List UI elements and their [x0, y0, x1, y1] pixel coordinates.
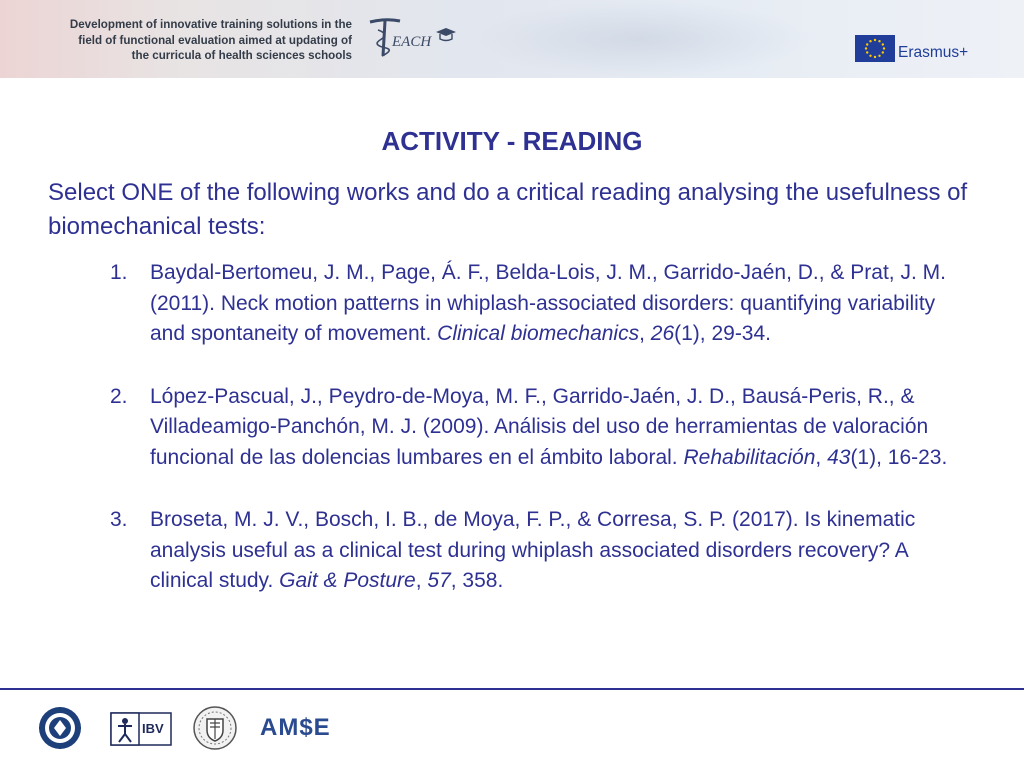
university-seal-icon	[38, 706, 82, 750]
eu-flag-icon	[855, 35, 895, 62]
teach-logo-text: EACH	[392, 34, 432, 50]
amse-logo-text: AM$E	[260, 714, 331, 741]
project-title-line: field of functional evaluation aimed at updating of	[78, 33, 352, 47]
reference-separator: ,	[639, 322, 651, 345]
reference-text	[150, 258, 960, 350]
reference-separator: ,	[815, 445, 828, 469]
list-spacer	[110, 473, 960, 505]
reference-volume: 57	[427, 569, 451, 592]
reference-item	[110, 382, 960, 474]
reference-citation: Baydal-Bertomeu, J. M., Page, Á. F., Belda-Lois, J. M., Garrido-Jaén, D., & Prat, J. M. (2011). Neck motion patterns in whiplash-associated disorders: quantifying variability and spontaneity of movement.	[150, 261, 946, 345]
reference-journal: Clinical biomechanics	[437, 322, 640, 345]
teach-logo	[366, 12, 458, 66]
project-title-line: Development of innovative training solutions in the	[69, 18, 352, 31]
reference-number: 3.	[110, 508, 128, 531]
header-decoration	[470, 0, 810, 78]
reference-item	[110, 258, 960, 350]
reference-volume: 43	[827, 445, 851, 469]
reference-journal: Gait & Posture	[279, 569, 416, 592]
amse-logo	[260, 714, 340, 744]
reference-pages: , 358.	[450, 569, 504, 592]
ibv-logo	[110, 712, 172, 746]
list-spacer	[110, 350, 960, 382]
reference-journal: Rehabilitación	[683, 445, 816, 469]
project-title-line: the curricula of health sciences schools	[131, 49, 352, 62]
reference-citation: López-Pascual, J., Peydro-de-Moya, M. F., Garrido-Jaén, J. D., Bausá-Peris, R., & Villadeamigo-Panchón, M. J. (2009). Análisis del uso de herramientas de valoración funcional de las dolencias lumbares en el ámbito laboral.	[150, 384, 929, 469]
reference-item	[110, 505, 960, 597]
page-title: ACTIVITY - READING	[381, 126, 643, 156]
header-banner	[0, 0, 1024, 78]
reference-number: 2.	[110, 384, 128, 408]
university-crest-icon	[193, 706, 237, 750]
footer-logos	[0, 690, 1024, 768]
reference-text	[150, 505, 960, 597]
reference-separator: ,	[415, 569, 428, 592]
reference-pages: (1), 16-23.	[850, 445, 948, 469]
reference-pages: (1), 29-34.	[674, 322, 772, 345]
reference-number: 1.	[110, 261, 128, 284]
reference-text	[150, 382, 960, 474]
reference-list	[110, 258, 960, 597]
reference-citation: Broseta, M. J. V., Bosch, I. B., de Moya, F. P., & Corresa, S. P. (2017). Is kinematic analysis useful as a clinical test during whiplash associated disorders recovery? A clinical study.	[150, 508, 916, 592]
reference-volume: 26	[650, 322, 675, 345]
project-title	[12, 17, 352, 64]
erasmus-plus-label: Erasmus+	[898, 44, 969, 61]
instructions-text: Select ONE of the following works and do a critical reading analysing the usefulness of biomechanical tests:	[48, 179, 968, 240]
ibv-logo-text: IBV	[142, 721, 164, 736]
